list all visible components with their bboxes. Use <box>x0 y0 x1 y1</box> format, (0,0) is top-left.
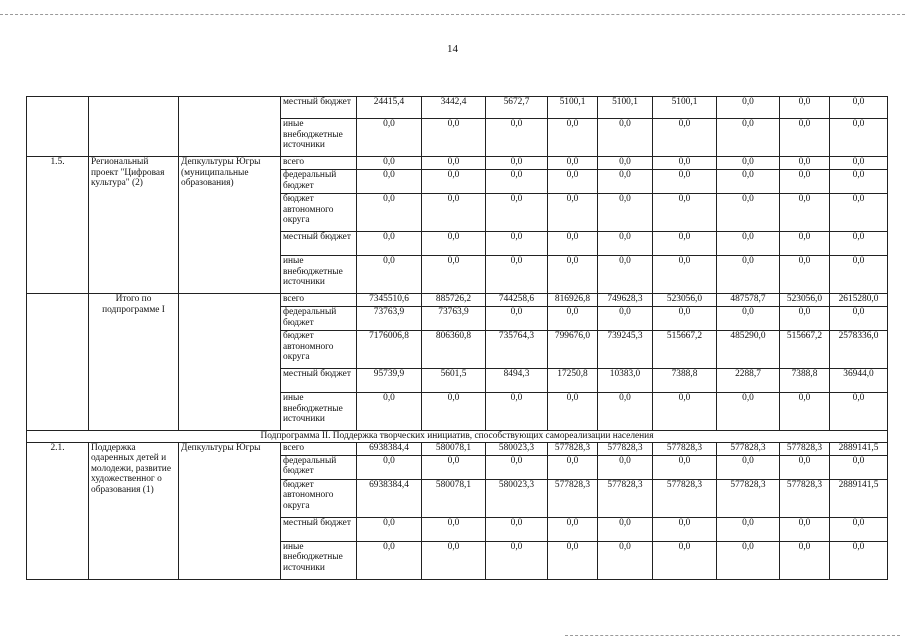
funding-value: 0,0 <box>548 194 598 232</box>
funding-value: 2889141,5 <box>830 442 888 455</box>
funding-value: 0,0 <box>598 232 653 256</box>
funding-value: 0,0 <box>653 455 717 479</box>
funding-value: 577828,3 <box>653 442 717 455</box>
funding-value: 0,0 <box>422 170 486 194</box>
table-row <box>27 294 888 307</box>
funding-value: 577828,3 <box>780 479 830 517</box>
funding-value: 0,0 <box>653 256 717 294</box>
funding-value: 523056,0 <box>780 294 830 307</box>
funding-value: 0,0 <box>598 256 653 294</box>
funding-value: 0,0 <box>598 119 653 157</box>
funding-value: 0,0 <box>830 170 888 194</box>
funding-value: 0,0 <box>780 170 830 194</box>
funding-value: 0,0 <box>548 455 598 479</box>
funding-value: 0,0 <box>357 232 422 256</box>
funding-value: 0,0 <box>653 232 717 256</box>
funding-value: 0,0 <box>830 194 888 232</box>
measure-name: Региональный проект "Цифровая культура" (2) <box>89 157 179 294</box>
funding-source: местный бюджет <box>281 517 357 541</box>
funding-value: 799676,0 <box>548 331 598 369</box>
funding-value: 0,0 <box>653 194 717 232</box>
funding-value: 0,0 <box>830 517 888 541</box>
funding-value: 0,0 <box>486 170 548 194</box>
funding-value: 0,0 <box>653 119 717 157</box>
funding-value: 17250,8 <box>548 369 598 393</box>
executor-name: Депкультуры Югры <box>179 442 281 579</box>
funding-value: 7388,8 <box>780 369 830 393</box>
funding-value: 0,0 <box>422 232 486 256</box>
funding-value: 95739,9 <box>357 369 422 393</box>
funding-source: всего <box>281 157 357 170</box>
funding-value: 0,0 <box>357 157 422 170</box>
funding-value: 0,0 <box>653 307 717 331</box>
funding-value: 0,0 <box>548 517 598 541</box>
funding-value: 0,0 <box>717 541 780 579</box>
table-row <box>27 442 888 455</box>
funding-value: 0,0 <box>548 157 598 170</box>
funding-value: 0,0 <box>717 455 780 479</box>
table-row <box>27 157 888 170</box>
funding-value: 0,0 <box>830 541 888 579</box>
funding-value: 0,0 <box>548 232 598 256</box>
funding-value: 0,0 <box>780 157 830 170</box>
funding-value: 0,0 <box>717 307 780 331</box>
funding-value: 0,0 <box>422 393 486 431</box>
funding-value: 806360,8 <box>422 331 486 369</box>
row-number <box>27 294 89 431</box>
funding-value: 0,0 <box>780 194 830 232</box>
funding-value: 0,0 <box>598 307 653 331</box>
funding-value: 523056,0 <box>653 294 717 307</box>
funding-value: 24415,4 <box>357 97 422 119</box>
table-row <box>27 97 888 119</box>
funding-value: 0,0 <box>653 393 717 431</box>
funding-value: 0,0 <box>486 517 548 541</box>
subprogram-header: Подпрограмма II. Поддержка творческих инициатив, способствующих самореализации населения <box>27 431 888 443</box>
funding-value: 577828,3 <box>548 442 598 455</box>
funding-value: 739245,3 <box>598 331 653 369</box>
funding-source: иные внебюджетные источники <box>281 541 357 579</box>
funding-value: 73763,9 <box>357 307 422 331</box>
funding-value: 0,0 <box>598 455 653 479</box>
funding-value: 0,0 <box>422 194 486 232</box>
funding-value: 0,0 <box>780 307 830 331</box>
funding-source: бюджет автономного округа <box>281 194 357 232</box>
funding-value: 0,0 <box>357 256 422 294</box>
funding-value: 0,0 <box>717 256 780 294</box>
funding-value: 0,0 <box>780 541 830 579</box>
funding-value: 7345510,6 <box>357 294 422 307</box>
funding-value: 0,0 <box>486 455 548 479</box>
funding-source: федеральный бюджет <box>281 455 357 479</box>
measure-name: Поддержка одаренных детей и молодежи, развитие художественног о образования (1) <box>89 442 179 579</box>
page-number: 14 <box>447 43 458 55</box>
funding-value: 0,0 <box>486 119 548 157</box>
funding-source: федеральный бюджет <box>281 307 357 331</box>
funding-value: 0,0 <box>422 157 486 170</box>
funding-source: местный бюджет <box>281 369 357 393</box>
funding-value: 5100,1 <box>598 97 653 119</box>
funding-value: 0,0 <box>598 517 653 541</box>
funding-value: 0,0 <box>717 170 780 194</box>
funding-value: 577828,3 <box>717 479 780 517</box>
funding-value: 6938384,4 <box>357 479 422 517</box>
funding-value: 0,0 <box>830 393 888 431</box>
funding-value: 7388,8 <box>653 369 717 393</box>
funding-value: 735764,3 <box>486 331 548 369</box>
funding-value: 0,0 <box>653 170 717 194</box>
executor-name <box>179 97 281 157</box>
funding-value: 0,0 <box>780 232 830 256</box>
funding-value: 0,0 <box>357 170 422 194</box>
funding-source: местный бюджет <box>281 97 357 119</box>
funding-value: 0,0 <box>717 517 780 541</box>
funding-value: 0,0 <box>717 119 780 157</box>
row-number <box>27 97 89 157</box>
funding-value: 0,0 <box>422 455 486 479</box>
funding-value: 0,0 <box>780 256 830 294</box>
scan-bottom-edge <box>565 635 900 636</box>
funding-value: 580023,3 <box>486 442 548 455</box>
funding-value: 0,0 <box>780 97 830 119</box>
funding-value: 577828,3 <box>598 442 653 455</box>
subprogram-header-row <box>27 431 888 443</box>
funding-value: 7176006,8 <box>357 331 422 369</box>
funding-table-body <box>27 97 888 580</box>
funding-value: 515667,2 <box>653 331 717 369</box>
funding-source: всего <box>281 442 357 455</box>
funding-value: 0,0 <box>548 393 598 431</box>
funding-value: 0,0 <box>548 170 598 194</box>
executor-name: Депкультуры Югры (муниципальные образования) <box>179 157 281 294</box>
funding-value: 0,0 <box>357 517 422 541</box>
funding-value: 577828,3 <box>780 442 830 455</box>
funding-value: 0,0 <box>486 157 548 170</box>
funding-source: федеральный бюджет <box>281 170 357 194</box>
funding-value: 0,0 <box>780 517 830 541</box>
funding-value: 10383,0 <box>598 369 653 393</box>
funding-value: 0,0 <box>598 393 653 431</box>
funding-value: 0,0 <box>357 393 422 431</box>
funding-value: 0,0 <box>653 517 717 541</box>
row-number: 2.1. <box>27 442 89 579</box>
funding-value: 885726,2 <box>422 294 486 307</box>
funding-source: местный бюджет <box>281 232 357 256</box>
funding-value: 6938384,4 <box>357 442 422 455</box>
funding-value: 0,0 <box>830 157 888 170</box>
funding-value: 580078,1 <box>422 479 486 517</box>
funding-value: 0,0 <box>548 307 598 331</box>
funding-source: иные внебюджетные источники <box>281 119 357 157</box>
funding-value: 515667,2 <box>780 331 830 369</box>
funding-value: 0,0 <box>717 232 780 256</box>
funding-value: 580078,1 <box>422 442 486 455</box>
measure-name <box>89 97 179 157</box>
executor-name <box>179 294 281 431</box>
funding-value: 577828,3 <box>653 479 717 517</box>
funding-value: 5100,1 <box>653 97 717 119</box>
funding-value: 3442,4 <box>422 97 486 119</box>
funding-value: 744258,6 <box>486 294 548 307</box>
funding-value: 0,0 <box>717 194 780 232</box>
funding-value: 0,0 <box>830 455 888 479</box>
measure-name: Итого по подпрограмме I <box>89 294 179 431</box>
funding-value: 749628,3 <box>598 294 653 307</box>
funding-value: 0,0 <box>830 119 888 157</box>
funding-source: иные внебюджетные источники <box>281 256 357 294</box>
funding-value: 0,0 <box>357 541 422 579</box>
funding-value: 0,0 <box>357 119 422 157</box>
funding-value: 0,0 <box>486 393 548 431</box>
funding-value: 0,0 <box>422 256 486 294</box>
funding-value: 0,0 <box>830 256 888 294</box>
funding-value: 5100,1 <box>548 97 598 119</box>
funding-value: 0,0 <box>422 517 486 541</box>
funding-value: 0,0 <box>486 256 548 294</box>
funding-value: 487578,7 <box>717 294 780 307</box>
funding-value: 0,0 <box>780 119 830 157</box>
funding-value: 0,0 <box>598 194 653 232</box>
funding-value: 485290,0 <box>717 331 780 369</box>
funding-value: 0,0 <box>598 541 653 579</box>
funding-value: 0,0 <box>486 194 548 232</box>
funding-value: 577828,3 <box>598 479 653 517</box>
funding-value: 0,0 <box>830 97 888 119</box>
funding-value: 816926,8 <box>548 294 598 307</box>
funding-value: 0,0 <box>548 541 598 579</box>
funding-value: 0,0 <box>653 541 717 579</box>
funding-value: 577828,3 <box>717 442 780 455</box>
funding-value: 0,0 <box>780 393 830 431</box>
funding-value: 0,0 <box>717 157 780 170</box>
funding-value: 2889141,5 <box>830 479 888 517</box>
funding-value: 73763,9 <box>422 307 486 331</box>
funding-value: 0,0 <box>548 119 598 157</box>
funding-table <box>26 96 888 580</box>
funding-value: 0,0 <box>598 170 653 194</box>
funding-value: 580023,3 <box>486 479 548 517</box>
funding-value: 0,0 <box>717 393 780 431</box>
funding-value: 0,0 <box>548 256 598 294</box>
funding-value: 2615280,0 <box>830 294 888 307</box>
funding-value: 0,0 <box>422 119 486 157</box>
funding-value: 0,0 <box>486 541 548 579</box>
funding-value: 0,0 <box>598 157 653 170</box>
funding-source: бюджет автономного округа <box>281 331 357 369</box>
funding-value: 0,0 <box>486 307 548 331</box>
funding-value: 577828,3 <box>548 479 598 517</box>
funding-value: 5601,5 <box>422 369 486 393</box>
funding-value: 5672,7 <box>486 97 548 119</box>
funding-value: 0,0 <box>830 232 888 256</box>
funding-value: 0,0 <box>717 97 780 119</box>
funding-value: 0,0 <box>653 157 717 170</box>
funding-value: 0,0 <box>780 455 830 479</box>
funding-value: 0,0 <box>422 541 486 579</box>
funding-value: 0,0 <box>357 194 422 232</box>
row-number: 1.5. <box>27 157 89 294</box>
funding-value: 2578336,0 <box>830 331 888 369</box>
scan-top-edge <box>0 14 905 15</box>
funding-source: бюджет автономного округа <box>281 479 357 517</box>
funding-value: 0,0 <box>830 307 888 331</box>
funding-value: 2288,7 <box>717 369 780 393</box>
funding-source: иные внебюджетные источники <box>281 393 357 431</box>
funding-value: 0,0 <box>486 232 548 256</box>
funding-value: 36944,0 <box>830 369 888 393</box>
funding-value: 0,0 <box>357 455 422 479</box>
funding-source: всего <box>281 294 357 307</box>
funding-value: 8494,3 <box>486 369 548 393</box>
